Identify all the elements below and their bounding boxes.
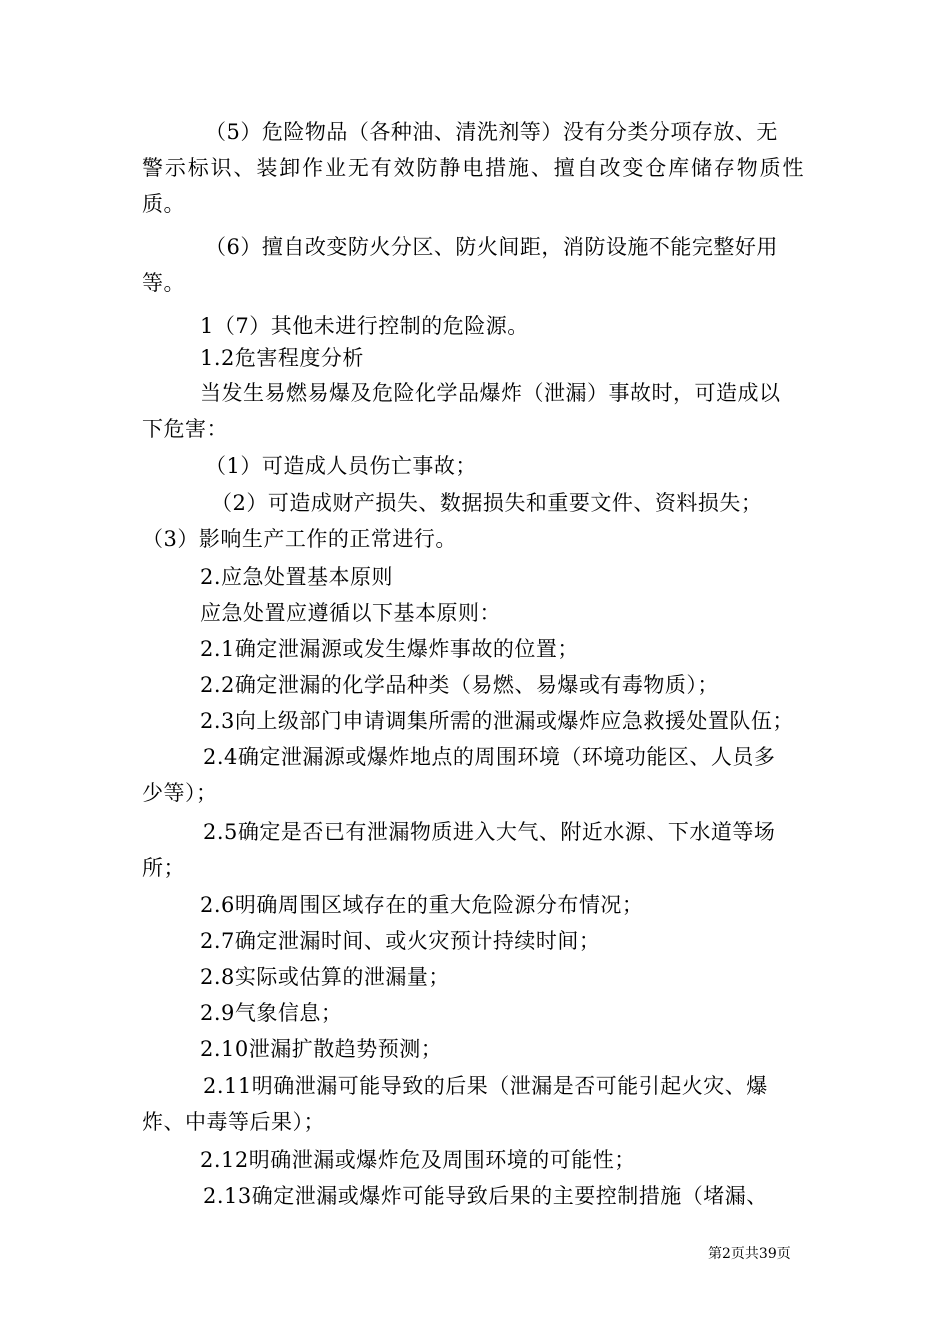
text-line: 2.5确定是否已有泄漏物质进入大气、附近水源、下水道等场 [203, 820, 776, 844]
section-heading: 1.2危害程度分析 [200, 346, 364, 370]
text-line: 少等）； [142, 781, 218, 805]
text-line: 1（7）其他未进行控制的危险源。 [200, 314, 529, 338]
text-line: 2.6明确周围区域存在的重大危险源分布情况； [200, 893, 644, 917]
text-line: （3）影响生产工作的正常进行。 [142, 527, 457, 551]
text-line: 所； [142, 856, 185, 880]
text-line: 应急处置应遵循以下基本原则： [200, 601, 501, 625]
text-line: 2.12明确泄漏或爆炸危及周围环境的可能性； [200, 1148, 636, 1172]
text-line: 质。 [142, 192, 185, 216]
text-line: 当发生易燃易爆及危险化学品爆炸（泄漏）事故时，可造成以 [200, 381, 781, 405]
text-line: 炸、中毒等后果）； [142, 1110, 325, 1134]
section-heading: 2.应急处置基本原则 [200, 565, 394, 589]
text-line: 2.8实际或估算的泄漏量； [200, 965, 450, 989]
text-line: 2.4确定泄漏源或爆炸地点的周围环境（环境功能区、人员多 [203, 745, 776, 769]
text-line: （1）可造成人员伤亡事故； [205, 454, 477, 478]
text-line: 2.10泄漏扩散趋势预测； [200, 1037, 443, 1061]
text-line: 警示标识、装卸作业无有效防静电措施、擅自改变仓库储存物质性 [142, 156, 804, 180]
text-line: （5）危险物品（各种油、清洗剂等）没有分类分项存放、无 [205, 120, 778, 144]
text-line: 2.3向上级部门申请调集所需的泄漏或爆炸应急救援处置队伍； [200, 709, 794, 733]
text-line: 2.11明确泄漏可能导致的后果（泄漏是否可能引起火灾、爆 [203, 1074, 768, 1098]
text-line: 2.2确定泄漏的化学品种类（易燃、易爆或有毒物质）； [200, 673, 719, 697]
text-line: 2.7确定泄漏时间、或火灾预计持续时间； [200, 929, 601, 953]
text-line: 2.1确定泄漏源或发生爆炸事故的位置； [200, 637, 579, 661]
text-line: 等。 [142, 271, 185, 295]
text-line: 下危害： [142, 417, 228, 441]
text-line: 2.9气象信息； [200, 1001, 343, 1025]
text-line: （2）可造成财产损失、数据损失和重要文件、资料损失； [211, 491, 763, 515]
text-line: （6）擅自改变防火分区、防火间距，消防设施不能完整好用 [205, 235, 778, 259]
text-line: 2.13确定泄漏或爆炸可能导致后果的主要控制措施（堵漏、 [203, 1184, 768, 1208]
page-number-footer: 第2页共39页 [708, 1246, 791, 1262]
